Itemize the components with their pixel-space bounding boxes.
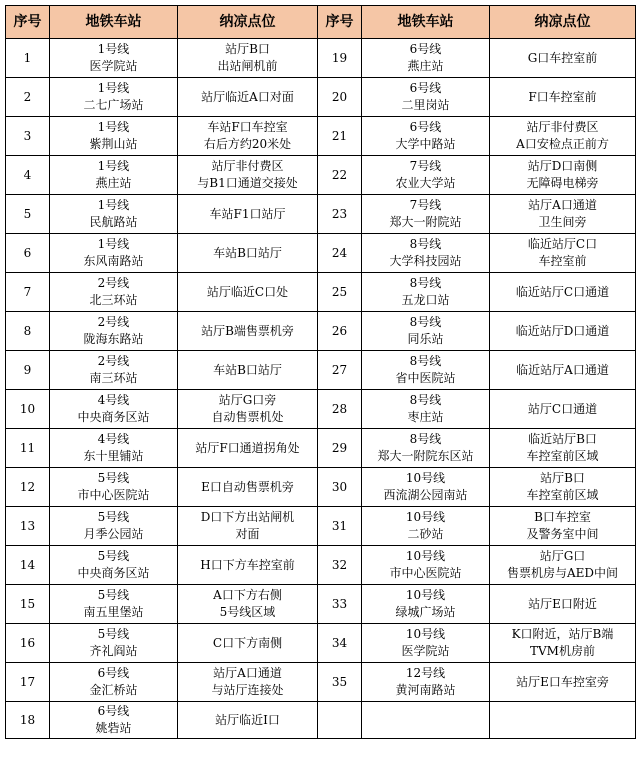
station-line: 1号线 — [97, 81, 130, 95]
row-number: 15 — [6, 585, 50, 624]
station-line: 5号线 — [97, 588, 130, 602]
row-number: 5 — [6, 195, 50, 234]
station-line: 2号线 — [97, 315, 130, 329]
station-line: 6号线 — [97, 704, 130, 718]
table-row — [6, 312, 636, 351]
table-row — [6, 585, 636, 624]
station-line: 7号线 — [409, 198, 442, 212]
row-number: 14 — [6, 546, 50, 585]
cooling-point-cell — [178, 234, 318, 273]
header-station: 地铁车站 — [362, 6, 490, 39]
cooling-point-line: 站厅B端售票机旁 — [201, 323, 294, 338]
station-line: 南三环站 — [89, 371, 138, 385]
cooling-point-cell — [178, 585, 318, 624]
cooling-point-cell — [178, 624, 318, 663]
cooling-point-cell — [490, 234, 636, 273]
table-body — [6, 39, 636, 739]
table-row — [6, 507, 636, 546]
station-cell — [50, 507, 178, 546]
row-number: 17 — [6, 663, 50, 702]
cooling-point-line: 车控室前 — [538, 254, 587, 268]
station-line: 6号线 — [97, 666, 130, 680]
cooling-point-line: 站厅临近C口处 — [206, 284, 289, 299]
cooling-point-cell — [490, 312, 636, 351]
cooling-point-line: 自动售票机处 — [211, 410, 284, 424]
station-line: 5号线 — [97, 549, 130, 563]
cooling-point-line: 车站F口车控室 — [207, 120, 288, 134]
row-number: 26 — [318, 312, 362, 351]
station-line: 5号线 — [97, 510, 130, 524]
cooling-point-line: 车站B口站厅 — [213, 362, 282, 377]
station-cell — [50, 468, 178, 507]
station-line: 10号线 — [405, 549, 446, 563]
cooling-point-cell — [178, 702, 318, 739]
station-cell — [50, 273, 178, 312]
cooling-point-cell — [490, 117, 636, 156]
row-number: 9 — [6, 351, 50, 390]
table-row — [6, 117, 636, 156]
station-line: 东风南路站 — [83, 254, 144, 268]
table-row — [6, 156, 636, 195]
cooling-point-line: A口安检点正前方 — [516, 137, 609, 151]
row-number: 18 — [6, 702, 50, 739]
station-cell — [362, 663, 490, 702]
table-row — [6, 39, 636, 78]
cooling-point-line: 与站厅连接处 — [211, 683, 284, 697]
cooling-point-line: F口车控室前 — [528, 89, 597, 104]
row-number: 8 — [6, 312, 50, 351]
row-number: 7 — [6, 273, 50, 312]
row-number: 31 — [318, 507, 362, 546]
station-cell — [362, 702, 490, 739]
table-row — [6, 273, 636, 312]
cooling-point-cell — [178, 663, 318, 702]
cooling-point-cell — [178, 78, 318, 117]
station-line: 5号线 — [97, 471, 130, 485]
station-line: 6号线 — [409, 42, 442, 56]
cooling-point-line: 及警务室中间 — [526, 527, 599, 541]
station-line: 1号线 — [97, 159, 130, 173]
cooling-point-line: 临近站厅C口 — [527, 237, 598, 251]
station-cell — [362, 507, 490, 546]
row-number: 28 — [318, 390, 362, 429]
cooling-point-cell — [178, 507, 318, 546]
station-line: 农业大学站 — [395, 176, 456, 190]
cooling-point-cell — [178, 39, 318, 78]
station-line: 7号线 — [409, 159, 442, 173]
header-station: 地铁车站 — [50, 6, 178, 39]
station-cell — [362, 585, 490, 624]
station-line: 1号线 — [97, 120, 130, 134]
station-line: 8号线 — [409, 432, 442, 446]
row-number: 10 — [6, 390, 50, 429]
cooling-point-line: 站厅B口 — [540, 471, 585, 485]
station-line: 10号线 — [405, 627, 446, 641]
row-number: 24 — [318, 234, 362, 273]
cooling-point-line: 与B1口通道交接处 — [197, 176, 298, 190]
row-number: 3 — [6, 117, 50, 156]
row-number: 12 — [6, 468, 50, 507]
station-line: 省中医院站 — [395, 371, 456, 385]
station-line: 医学院站 — [401, 644, 450, 658]
station-line: 五龙口站 — [401, 293, 450, 307]
cooling-point-cell — [490, 273, 636, 312]
cooling-point-cell — [490, 39, 636, 78]
station-line: 姚砦站 — [95, 721, 132, 735]
cooling-point-line: 站厅B口 — [225, 42, 270, 56]
cooling-point-cell — [178, 312, 318, 351]
cooling-point-line: 临近站厅B口 — [528, 432, 597, 446]
cooling-point-cell — [490, 351, 636, 390]
row-number: 30 — [318, 468, 362, 507]
cooling-point-cell — [178, 117, 318, 156]
cooling-point-line: TVM机房前 — [530, 644, 595, 658]
station-line: 8号线 — [409, 354, 442, 368]
station-line: 8号线 — [409, 393, 442, 407]
station-line: 8号线 — [409, 237, 442, 251]
station-line: 大学科技园站 — [389, 254, 462, 268]
cooling-point-line: 站厅临近A口对面 — [201, 89, 294, 104]
cooling-point-line: B口车控室 — [534, 510, 591, 524]
row-number — [318, 702, 362, 739]
station-line: 西流湖公园南站 — [383, 488, 468, 502]
cooling-point-line: H口下方车控室前 — [200, 557, 295, 572]
cooling-point-cell — [490, 624, 636, 663]
cooling-point-line: D口下方出站闸机 — [200, 510, 295, 524]
station-line: 8号线 — [409, 315, 442, 329]
row-number: 22 — [318, 156, 362, 195]
station-line: 2号线 — [97, 354, 130, 368]
cooling-point-cell — [178, 195, 318, 234]
table-row — [6, 663, 636, 702]
table-row — [6, 468, 636, 507]
cooling-point-line: 无障碍电梯旁 — [526, 176, 599, 190]
row-number: 32 — [318, 546, 362, 585]
station-line: 郑大一附院东区站 — [377, 449, 474, 463]
station-cell — [50, 117, 178, 156]
station-line: 医学院站 — [89, 59, 138, 73]
row-number: 20 — [318, 78, 362, 117]
cooling-point-line: K口附近，站厅B端 — [511, 627, 614, 641]
station-line: 12号线 — [405, 666, 446, 680]
station-line: 6号线 — [409, 120, 442, 134]
station-line: 燕庄站 — [407, 59, 444, 73]
row-number: 33 — [318, 585, 362, 624]
station-cell — [362, 156, 490, 195]
station-cell — [50, 663, 178, 702]
cooling-point-line: 站厅E口附近 — [528, 596, 597, 611]
station-cell — [362, 546, 490, 585]
row-number: 2 — [6, 78, 50, 117]
station-cell — [50, 351, 178, 390]
row-number: 21 — [318, 117, 362, 156]
station-cell — [50, 585, 178, 624]
cooling-point-line: 卫生间旁 — [538, 215, 587, 229]
cooling-point-line: 5号线区域 — [219, 605, 276, 619]
cooling-point-line: 车站F1口站厅 — [209, 206, 286, 221]
row-number: 1 — [6, 39, 50, 78]
header-cooling-point: 纳凉点位 — [178, 6, 318, 39]
station-line: 东十里铺站 — [83, 449, 144, 463]
cooling-point-cell — [178, 273, 318, 312]
station-line: 5号线 — [97, 627, 130, 641]
cooling-point-cell — [178, 429, 318, 468]
cooling-point-line: 临近站厅D口通道 — [515, 323, 610, 338]
cooling-point-cell — [490, 702, 636, 739]
cooling-point-cell — [178, 351, 318, 390]
station-cell — [362, 429, 490, 468]
station-line: 二砂站 — [407, 527, 444, 541]
cooling-point-cell — [178, 468, 318, 507]
station-line: 中央商务区站 — [77, 566, 150, 580]
station-line: 10号线 — [405, 471, 446, 485]
station-line: 二里岗站 — [401, 98, 450, 112]
station-cell — [50, 312, 178, 351]
cooling-point-cell — [490, 195, 636, 234]
table-row — [6, 195, 636, 234]
cooling-points-table — [5, 5, 636, 739]
cooling-point-cell — [490, 468, 636, 507]
cooling-point-line: 车控室前区域 — [526, 488, 599, 502]
cooling-point-cell — [178, 390, 318, 429]
station-cell — [362, 624, 490, 663]
station-line: 绿城广场站 — [395, 605, 456, 619]
header-number: 序号 — [6, 6, 50, 39]
station-line: 中央商务区站 — [77, 410, 150, 424]
cooling-point-cell — [178, 546, 318, 585]
station-line: 月季公园站 — [83, 527, 144, 541]
cooling-point-line: 站厅临近I口 — [215, 712, 280, 727]
cooling-point-line: 车控室前区域 — [526, 449, 599, 463]
station-line: 市中心医院站 — [77, 488, 150, 502]
table-row — [6, 624, 636, 663]
row-number: 35 — [318, 663, 362, 702]
station-cell — [362, 117, 490, 156]
row-number: 19 — [318, 39, 362, 78]
row-number: 16 — [6, 624, 50, 663]
row-number: 11 — [6, 429, 50, 468]
station-cell — [50, 39, 178, 78]
row-number: 23 — [318, 195, 362, 234]
row-number: 4 — [6, 156, 50, 195]
header-number: 序号 — [318, 6, 362, 39]
station-line: 市中心医院站 — [389, 566, 462, 580]
station-line: 6号线 — [409, 81, 442, 95]
station-cell — [362, 195, 490, 234]
station-line: 10号线 — [405, 588, 446, 602]
station-cell — [362, 273, 490, 312]
cooling-point-line: C口下方南侧 — [212, 635, 283, 650]
station-cell — [362, 39, 490, 78]
row-number: 34 — [318, 624, 362, 663]
station-line: 南五里堡站 — [83, 605, 144, 619]
table-header-row — [6, 6, 636, 39]
cooling-point-line: 站厅非付费区 — [526, 120, 599, 134]
cooling-point-cell — [490, 429, 636, 468]
station-cell — [50, 702, 178, 739]
cooling-point-cell — [490, 78, 636, 117]
header-cooling-point: 纳凉点位 — [490, 6, 636, 39]
station-line: 8号线 — [409, 276, 442, 290]
station-cell — [50, 78, 178, 117]
station-cell — [50, 429, 178, 468]
cooling-point-cell — [490, 507, 636, 546]
station-line: 二七广场站 — [83, 98, 144, 112]
table-row — [6, 702, 636, 739]
station-line: 民航路站 — [89, 215, 138, 229]
station-cell — [50, 390, 178, 429]
table-row — [6, 390, 636, 429]
station-cell — [50, 234, 178, 273]
station-cell — [50, 624, 178, 663]
station-line: 同乐站 — [407, 332, 444, 346]
row-number: 29 — [318, 429, 362, 468]
row-number: 13 — [6, 507, 50, 546]
station-line: 大学中路站 — [395, 137, 456, 151]
station-cell — [362, 468, 490, 507]
station-cell — [50, 156, 178, 195]
station-line: 1号线 — [97, 42, 130, 56]
station-line: 枣庄站 — [407, 410, 444, 424]
station-line: 金汇桥站 — [89, 683, 138, 697]
station-line: 燕庄站 — [95, 176, 132, 190]
station-cell — [362, 390, 490, 429]
station-line: 紫荆山站 — [89, 137, 138, 151]
cooling-point-line: 临近站厅A口通道 — [516, 362, 609, 377]
station-line: 齐礼阎站 — [89, 644, 138, 658]
station-line: 陇海东路站 — [83, 332, 144, 346]
cooling-point-line: 站厅G口旁 — [218, 393, 277, 407]
cooling-point-line: G口车控室前 — [527, 50, 598, 65]
station-line: 北三环站 — [89, 293, 138, 307]
cooling-point-line: E口自动售票机旁 — [201, 479, 294, 494]
cooling-point-cell — [490, 585, 636, 624]
station-line: 黄河南路站 — [395, 683, 456, 697]
cooling-point-line: 站厅E口车控室旁 — [516, 674, 609, 689]
row-number: 27 — [318, 351, 362, 390]
table-row — [6, 234, 636, 273]
station-line: 2号线 — [97, 276, 130, 290]
table-row — [6, 78, 636, 117]
row-number: 6 — [6, 234, 50, 273]
station-line: 10号线 — [405, 510, 446, 524]
station-cell — [50, 195, 178, 234]
station-line: 1号线 — [97, 237, 130, 251]
cooling-point-line: 临近站厅C口通道 — [515, 284, 610, 299]
cooling-point-line: 站厅A口通道 — [528, 198, 597, 212]
station-cell — [50, 546, 178, 585]
cooling-point-line: 站厅D口南侧 — [527, 159, 598, 173]
table-row — [6, 351, 636, 390]
cooling-point-cell — [490, 663, 636, 702]
station-cell — [362, 234, 490, 273]
cooling-point-cell — [490, 546, 636, 585]
cooling-point-line: 售票机房与AED中间 — [506, 566, 619, 580]
cooling-point-line: 站厅F口通道拐角处 — [195, 440, 300, 455]
cooling-point-line: 站厅非付费区 — [211, 159, 284, 173]
cooling-point-line: 车站B口站厅 — [213, 245, 282, 260]
station-cell — [362, 351, 490, 390]
cooling-point-line: 右后方约20米处 — [203, 137, 292, 151]
cooling-point-line: 站厅C口通道 — [527, 401, 598, 416]
station-line: 郑大一附院站 — [389, 215, 462, 229]
cooling-point-line: 出站闸机前 — [217, 59, 278, 73]
station-cell — [362, 312, 490, 351]
cooling-point-line: 站厅A口通道 — [213, 666, 282, 680]
cooling-point-cell — [490, 156, 636, 195]
station-line: 1号线 — [97, 198, 130, 212]
cooling-point-cell — [178, 156, 318, 195]
station-line: 4号线 — [97, 393, 130, 407]
station-line: 4号线 — [97, 432, 130, 446]
table-row — [6, 429, 636, 468]
cooling-point-line: 对面 — [235, 527, 260, 541]
cooling-point-line: A口下方右侧 — [213, 588, 282, 602]
cooling-point-cell — [490, 390, 636, 429]
cooling-point-line: 站厅G口 — [539, 549, 586, 563]
table-row — [6, 546, 636, 585]
station-cell — [362, 78, 490, 117]
row-number: 25 — [318, 273, 362, 312]
